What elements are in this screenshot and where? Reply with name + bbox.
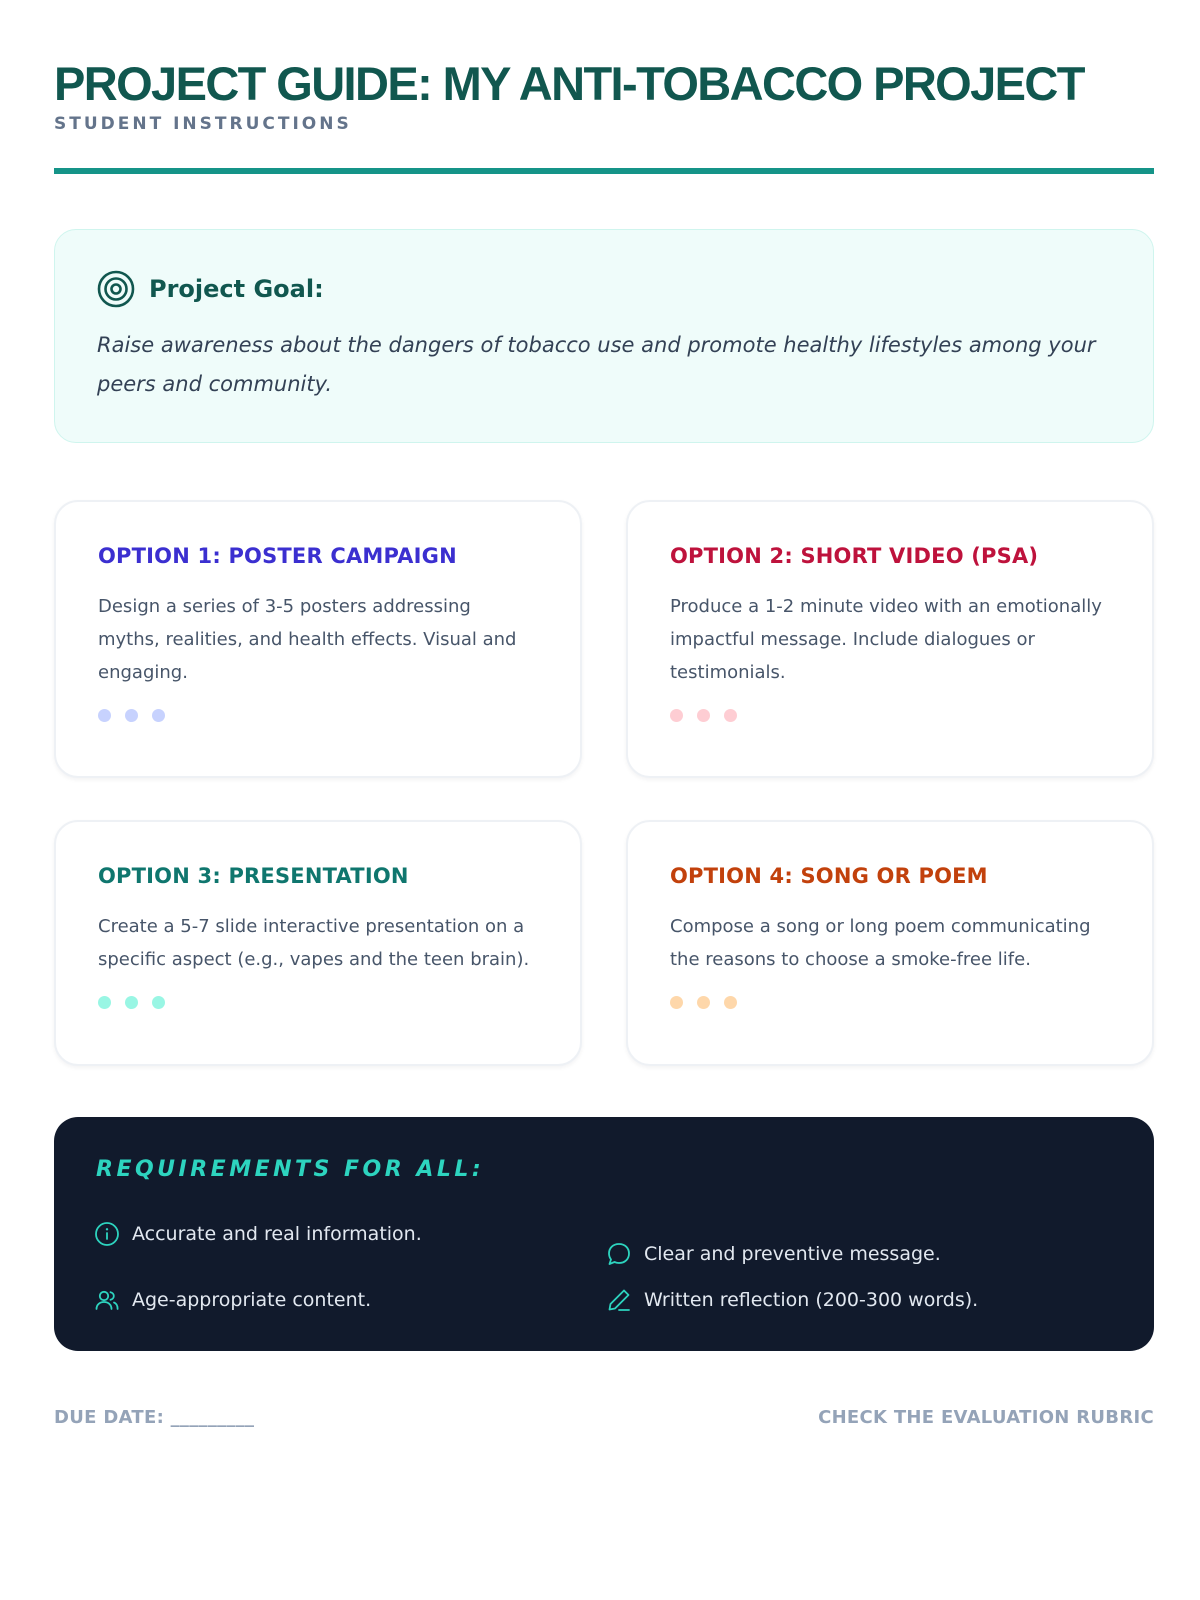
option-title: OPTION 1: POSTER CAMPAIGN <box>98 544 457 568</box>
option-dots <box>98 709 538 722</box>
project-goal-box <box>54 229 1154 443</box>
page-header <box>54 56 1154 134</box>
dot <box>724 709 737 722</box>
requirement-text: Written reflection (200-300 words). <box>644 1289 979 1311</box>
info-icon <box>94 1221 120 1247</box>
option-title: OPTION 3: PRESENTATION <box>98 864 409 888</box>
pen-icon <box>606 1287 632 1313</box>
dot <box>125 709 138 722</box>
requirements-title: REQUIREMENTS FOR ALL: <box>96 1157 485 1182</box>
dot <box>98 709 111 722</box>
requirement-text: Age-appropriate content. <box>132 1289 372 1311</box>
rubric-note: CHECK THE EVALUATION RUBRIC <box>818 1407 1154 1428</box>
option-card-song <box>626 820 1154 1066</box>
dot <box>152 709 165 722</box>
dot <box>98 996 111 1009</box>
option-title: OPTION 4: SONG OR POEM <box>670 864 988 888</box>
goal-title: Project Goal: <box>149 275 324 303</box>
option-description: Produce a 1-2 minute video with an emotionally impactful message. Include dialogues or testimonials. <box>670 596 1102 683</box>
option-description: Create a 5-7 slide interactive presentation on a specific aspect (e.g., vapes and the teen brain). <box>98 916 530 970</box>
option-description: Compose a song or long poem communicating the reasons to choose a smoke-free life. <box>670 916 1091 970</box>
dot <box>125 996 138 1009</box>
chat-bubble-icon <box>606 1241 632 1267</box>
option-dots <box>98 996 538 1009</box>
page-title: PROJECT GUIDE: MY ANTI-TOBACCO PROJECT <box>54 57 1084 110</box>
requirement-text: Accurate and real information. <box>132 1223 422 1245</box>
dot <box>670 996 683 1009</box>
dot <box>670 709 683 722</box>
requirements-panel <box>54 1117 1154 1351</box>
target-icon <box>97 270 135 308</box>
option-card-presentation <box>54 820 582 1066</box>
option-title: OPTION 2: SHORT VIDEO (PSA) <box>670 544 1039 568</box>
option-card-poster <box>54 500 582 778</box>
page-subtitle: STUDENT INSTRUCTIONS <box>54 114 352 134</box>
due-date-label: DUE DATE: _________ <box>54 1407 255 1428</box>
requirement-item <box>606 1287 978 1313</box>
option-dots <box>670 709 1110 722</box>
dot <box>724 996 737 1009</box>
requirement-item <box>94 1221 422 1247</box>
option-dots <box>670 996 1110 1009</box>
requirement-text: Clear and preventive message. <box>644 1243 941 1265</box>
users-icon <box>94 1287 120 1313</box>
goal-text: Raise awareness about the dangers of tobacco use and promote healthy lifestyles among your peers and community. <box>97 333 1096 396</box>
dot <box>697 709 710 722</box>
dot <box>152 996 165 1009</box>
option-description: Design a series of 3-5 posters addressing myths, realities, and health effects. Visual and engaging. <box>98 596 517 683</box>
requirement-item <box>606 1241 941 1267</box>
header-divider <box>54 168 1154 174</box>
option-card-video <box>626 500 1154 778</box>
dot <box>697 996 710 1009</box>
requirement-item <box>94 1287 371 1313</box>
